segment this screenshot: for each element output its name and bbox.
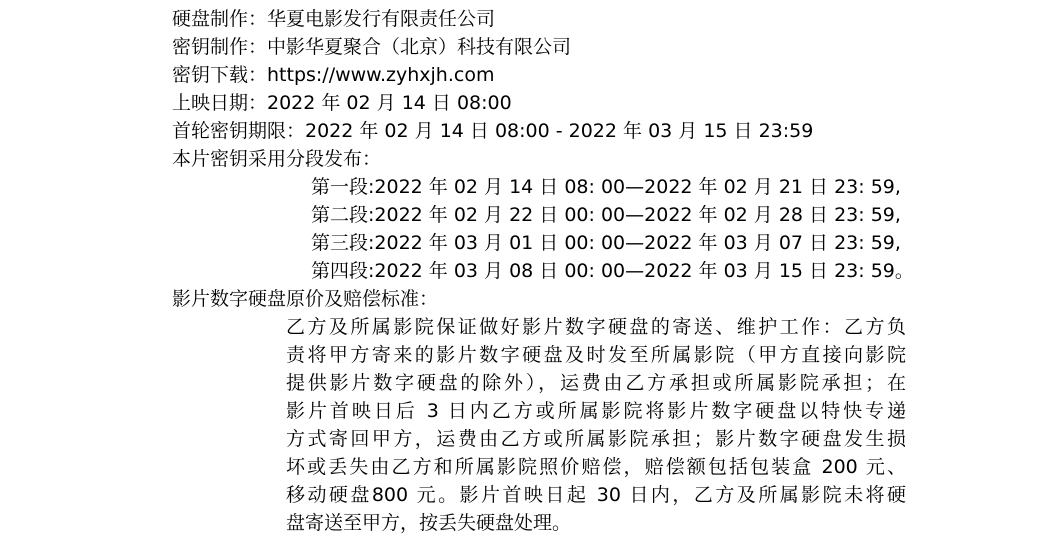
segment-item: 第一段:2022 年 02 月 14 日 08: 00—2022 年 02 月 21 日 23: 59, [311,176,901,198]
compensation-paragraph-line: 移动硬盘800 元。影片首映日起 30 日内，乙方及所属影院未将硬 [286,484,906,506]
compensation-paragraph-line: 坏或丢失由乙方和所属影院照价赔偿，赔偿额包括包装盒 200 元、 [286,456,906,478]
compensation-paragraph-line: 乙方及所属影院保证做好影片数字硬盘的寄送、维护工作：乙方负 [286,316,906,338]
compensation-paragraph-line: 提供影片数字硬盘的除外），运费由乙方承担或所属影院承担；在 [286,372,906,394]
compensation-paragraph-line: 影片首映日后 3 日内乙方或所属影院将影片数字硬盘以特快专递 [286,400,906,422]
segment-item: 第四段:2022 年 03 月 08 日 00: 00—2022 年 03 月 15 日 23: 59。 [311,260,914,282]
disk-maker-line: 硬盘制作：华夏电影发行有限责任公司 [172,8,496,30]
segment-item: 第三段:2022 年 03 月 01 日 00: 00—2022 年 03 月 07 日 23: 59, [311,232,901,254]
segment-item: 第二段:2022 年 02 月 22 日 00: 00—2022 年 02 月 28 日 23: 59, [311,204,901,226]
compensation-paragraph-line: 盘寄送至甲方，按丢失硬盘处理。 [286,512,572,534]
compensation-paragraph-line: 责将甲方寄来的影片数字硬盘及时发至所属影院（甲方直接向影院 [286,344,906,366]
release-date-line: 上映日期：2022 年 02 月 14 日 08:00 [172,92,512,114]
compensation-heading: 影片数字硬盘原价及赔偿标准： [172,288,439,310]
segment-intro-line: 本片密钥采用分段发布： [172,148,382,170]
compensation-paragraph-line: 方式寄回甲方，运费由乙方或所属影院承担；影片数字硬盘发生损 [286,428,906,450]
key-download-line: 密钥下载：https://www.zyhxjh.com [172,64,495,86]
key-maker-line: 密钥制作：中影华夏聚合（北京）科技有限公司 [172,36,572,58]
key-period-line: 首轮密钥期限：2022 年 02 月 14 日 08:00 - 2022 年 03 月 15 日 23:59 [172,120,814,142]
